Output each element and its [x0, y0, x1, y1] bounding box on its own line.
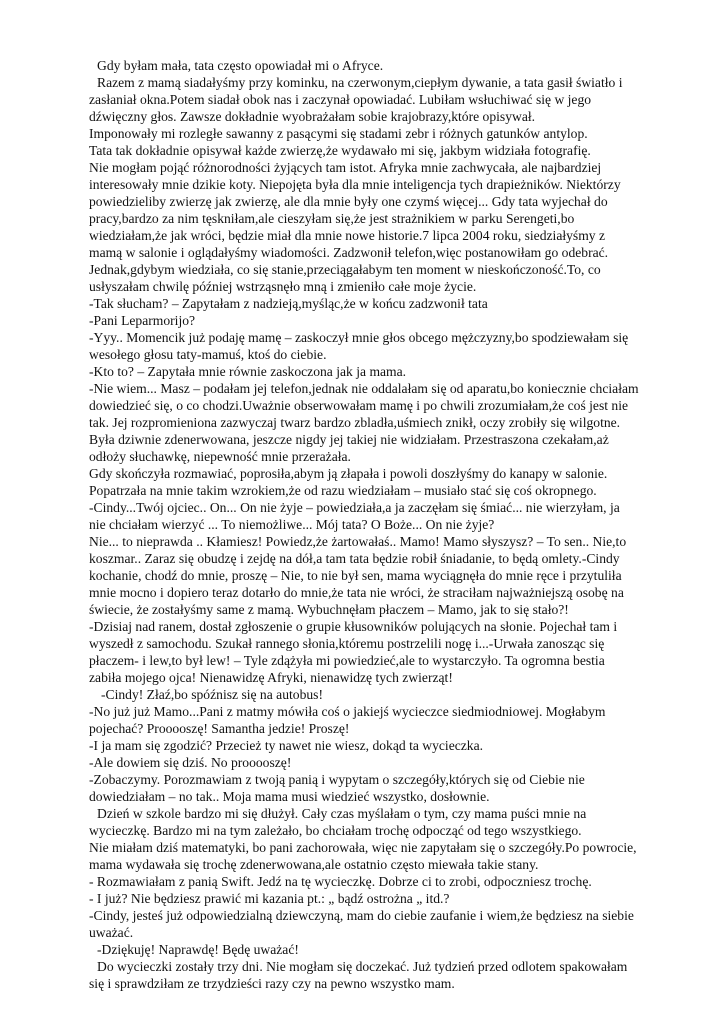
- paragraph: -Zobaczymy. Porozmawiam z twoją panią i wypytam o szczegóły,których się od Ciebie nie dowiedziałam – no tak.. Moja mama musi wiedzieć wszystko, dosłownie.: [89, 772, 585, 804]
- paragraph: -Cindy! Złaź,bo spóźnisz się na autobus!: [101, 687, 323, 702]
- paragraph: Jednak,gdybym wiedziała, co się stanie,przeciągałabym ten moment w nieskończoność.To, co usłyszałam chwilę później wstrząsnęło mną i zmieniło całe moje życie.: [89, 262, 601, 294]
- paragraph: Razem z mamą siadałyśmy przy kominku, na czerwonym,ciepłym dywanie, a tata gasił światło i zasłaniał okna.Potem siadał obok nas i zaczynał opowiadać. Lubiłam wsłuchiwać się w jego dźwięczny głos. Zawsze dokładnie wyobrażałam sobie krajobrazy,które opisywał.: [89, 75, 623, 124]
- paragraph: Imponowały mi rozległe sawanny z pasącymi się stadami zebr i różnych gatunków antylop.: [89, 126, 588, 141]
- document-body: [89, 57, 639, 992]
- paragraph: -No już już Mamo...Pani z matmy mówiła coś o jakiejś wycieczce siedmiodniowej. Mogłabym pojechać? Prooooszę! Samantha jedzie! Proszę!: [89, 704, 606, 736]
- paragraph: -Dziękuję! Naprawdę! Będę uważać!: [97, 942, 299, 957]
- paragraph: -Nie wiem... Masz – podałam jej telefon,jednak nie oddalałam się od aparatu,bo koniecznie chciałam dowiedzieć się, o co chodzi.Uważnie obserwowałam mamę i po chwili zrozumiałam,że coś jest nie tak. Jej rozpromieniona zazwyczaj twarz bardzo zbladła,uśmiech znikł, oczy zrobiły się wilgotne. Była dziwnie zdenerwowana, jeszcze nigdy jej takiej nie widziałam. Przestraszona czekałam,aż odłoży słuchawkę, niepewność mnie przerażała.: [89, 381, 639, 464]
- paragraph: -Cindy, jesteś już odpowiedzialną dziewczyną, mam do ciebie zaufanie i wiem,że będziesz na siebie uważać.: [89, 908, 634, 940]
- paragraph: Nie miałam dziś matematyki, bo pani zachorowała, więc nie zapytałam się o szczegóły.Po powrocie, mama wydawała się trochę zdenerwowana,ale ostatnio często miewała takie stany.: [89, 840, 637, 872]
- paragraph: -I ja mam się zgodzić? Przecież ty nawet nie wiesz, dokąd ta wycieczka.: [89, 738, 484, 753]
- paragraph: Do wycieczki zostały trzy dni. Nie mogłam się doczekać. Już tydzień przed odlotem spakowałam się i sprawdziłam ze trzydzieści razy czy na pewno wszystko mam.: [89, 959, 628, 991]
- paragraph: -Ale dowiem się dziś. No prooooszę!: [89, 755, 292, 770]
- paragraph: -Kto to? – Zapytała mnie równie zaskoczona jak ja mama.: [89, 364, 407, 379]
- paragraph: -Cindy...Twój ojciec.. On... On nie żyje – powiedziała,a ja zaczęłam się śmiać... nie wierzyłam, ja nie chciałam wierzyć ... To niemożliwe... Mój tata? O Boże... On nie żyje?: [89, 500, 620, 532]
- paragraph: Gdy skończyła rozmawiać, poprosiła,abym ją złapała i powoli doszłyśmy do kanapy w salonie. Popatrzała na mnie takim wzrokiem,że od razu wiedziałam – musiało stać się coś okropnego.: [89, 466, 608, 498]
- paragraph: Nie mogłam pojąć różnorodności żyjących tam istot. Afryka mnie zachwycała, ale najbardziej interesowały mnie dzikie koty. Niepojęta była dla mnie inteligencja tych drapieżników. Niektórzy powiedzieliby zwierzę jak zwierzę, ale dla mnie były one czymś więcej... Gdy tata wyjechał do pracy,bardzo za nim tęskniłam,ale cieszyłam się,że jest strażnikiem w parku Serengeti,bo wiedziałam,że jak wróci, będzie miał dla mnie nowe historie.7 lipca 2004 roku, siedziałyśmy z mamą w salonie i oglądałyśmy wiadomości. Zadzwonił telefon,więc postanowiłam go odebrać.: [89, 160, 621, 260]
- paragraph: - I już? Nie będziesz prawić mi kazania pt.: „ bądź ostrożna „ itd.?: [89, 891, 450, 906]
- paragraph: Tata tak dokładnie opisywał każde zwierzę,że wydawało mi się, jakbym widziała fotografię.: [89, 143, 591, 158]
- paragraph: -Yyy.. Momencik już podaję mamę – zaskoczył mnie głos obcego mężczyzny,bo spodziewałam się wesołego głosu taty-mamuś, ktoś do ciebie.: [89, 330, 629, 362]
- paragraph: -Tak słucham? – Zapytałam z nadzieją,myśląc,że w końcu zadzwonił tata: [89, 296, 488, 311]
- paragraph: Dzień w szkole bardzo mi się dłużył. Cały czas myślałam o tym, czy mama puści mnie na wycieczkę. Bardzo mi na tym zależało, bo chciałam trochę odpocząć od tego wszystkiego.: [89, 806, 587, 838]
- paragraph: Nie... to nieprawda .. Kłamiesz! Powiedz,że żartowałaś.. Mamo! Mamo słyszysz? – To sen.. Nie,to koszmar.. Zaraz się obudzę i zejdę na dół,a tam tata będzie robił śniadanie, to będą omlety.-Cindy kochanie, chodź do mnie, proszę – Nie, to nie był sen, mama wyciągnęła do mnie ręce i przytuliła mnie mocno i dopiero teraz dotarło do mnie,że tata nie wróci, że straciłam najważniejszą osobę na świecie, że zostałyśmy same z mamą. Wybuchnęłam płaczem – Mamo, jak to się stało?!: [89, 534, 627, 617]
- paragraph: - Rozmawiałam z panią Swift. Jedź na tę wycieczkę. Dobrze ci to zrobi, odpoczniesz trochę.: [89, 874, 592, 889]
- paragraph: -Pani Leparmorijo?: [89, 313, 196, 328]
- paragraph: -Dzisiaj nad ranem, dostał zgłoszenie o grupie kłusowników polujących na słonie. Pojechał tam i wyszedł z samochodu. Szukał rannego słonia,któremu postrzelili nogę i...-Urwała zanosząc się płaczem- i lew,to był lew! – Tyle zdążyła mi powiedzieć,ale to wystarczyło. Ta ogromna bestia zabiła mojego ojca! Nienawidzę Afryki, nienawidzę tych zwierząt!: [89, 619, 618, 685]
- paragraph: Gdy byłam mała, tata często opowiadał mi o Afryce.: [97, 58, 384, 73]
